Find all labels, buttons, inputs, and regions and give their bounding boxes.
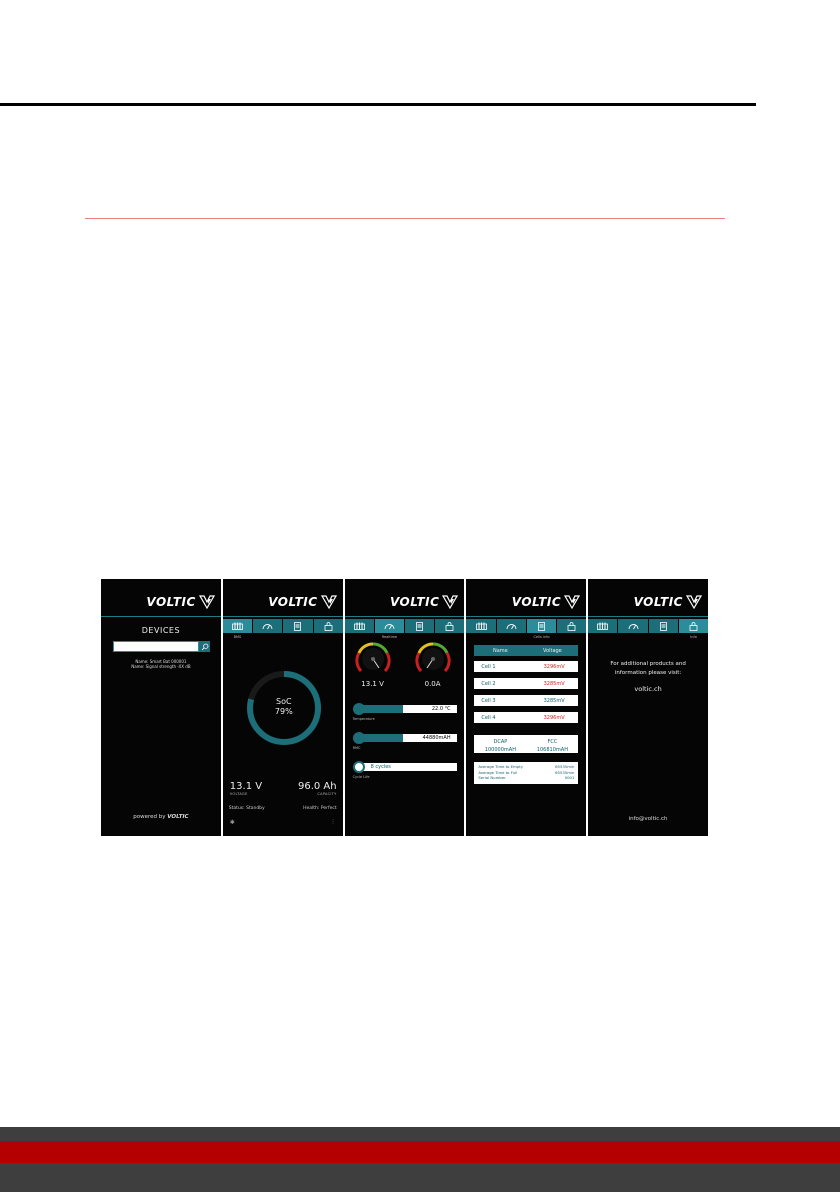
- tab-realtime-label: Realtime: [381, 635, 398, 639]
- rmc-value: 44880mAH: [422, 735, 451, 741]
- brand-logo: [146, 595, 214, 609]
- tab-bms[interactable]: [588, 619, 617, 633]
- cell-name: Cell 1: [481, 663, 496, 670]
- tab-bms[interactable]: [223, 619, 252, 639]
- rmc-fill: [359, 734, 403, 742]
- info-text: For additional products and information please visit:: [610, 661, 686, 676]
- footer-band-bottom: [0, 1163, 840, 1192]
- brand-wordmark: VOLTIC: [511, 595, 562, 609]
- gauge-icon: [506, 622, 517, 630]
- battery-cells-icon: [476, 622, 487, 630]
- more-icon[interactable]: ⋮: [330, 819, 336, 825]
- tab-realtime[interactable]: [375, 619, 404, 639]
- battery-cells-icon: [597, 622, 608, 630]
- tab-bar: [345, 619, 465, 639]
- voltage-label: VOLTAGE: [229, 792, 248, 796]
- status-line: [229, 806, 337, 811]
- header-name: Name: [493, 647, 508, 654]
- search-button[interactable]: [199, 641, 210, 652]
- cells-table-header: [474, 645, 578, 656]
- info-screen: [588, 579, 708, 836]
- status-text: Status: Standby: [228, 806, 265, 811]
- tab-realtime[interactable]: [253, 619, 282, 633]
- health-text: Health: Perfect: [303, 806, 337, 811]
- time-label: Average Time to Empty: [478, 764, 523, 769]
- powered-by: [101, 814, 221, 820]
- tab-info-label: Info: [690, 635, 697, 639]
- time-value: 65535min: [555, 764, 575, 769]
- soc-value: 79%: [274, 707, 293, 716]
- search-icon: [201, 643, 209, 651]
- voltage-stat: [230, 781, 262, 796]
- temperature-cap: [353, 703, 365, 715]
- dcap-label: DCAP: [493, 739, 508, 745]
- table-row: [474, 661, 578, 672]
- cell-name: Cell 3: [481, 697, 496, 704]
- soc-label: SoC: [276, 697, 292, 706]
- table-row: [474, 712, 578, 723]
- temperature-value: 22.0 °C: [431, 706, 451, 712]
- website-link[interactable]: voltic.ch: [634, 685, 662, 693]
- tab-bms[interactable]: [345, 619, 374, 633]
- capacity-label: CAPACITY: [317, 792, 337, 796]
- table-row: [474, 695, 578, 706]
- cell-voltage: 3285mV: [543, 697, 565, 704]
- brand-wordmark: VOLTIC: [146, 595, 196, 609]
- powered-by-text: powered by: [133, 814, 166, 820]
- battery-info-icon: [415, 622, 424, 631]
- voltic-v-icon: [199, 595, 215, 609]
- cell-voltage: 3296mV: [543, 714, 565, 721]
- header-divider: [588, 616, 708, 617]
- brand-wordmark: VOLTIC: [268, 595, 318, 609]
- current-gauge-value: 0.0A: [424, 680, 441, 688]
- cycles-cap: [353, 761, 365, 773]
- tab-bms[interactable]: [466, 619, 495, 633]
- shopping-bag-icon: [445, 622, 454, 631]
- tab-cells[interactable]: [527, 619, 556, 639]
- devices-screen: [101, 579, 221, 836]
- device-search-input[interactable]: [113, 641, 199, 652]
- capacity-box: [474, 735, 578, 753]
- app-screenshots: [101, 579, 708, 836]
- brand-logo: [390, 595, 458, 609]
- fcc-label: FCC: [547, 739, 558, 745]
- header-rule: [0, 103, 756, 106]
- voltic-v-icon: [686, 595, 702, 609]
- voltage-gauge-value: 13.1 V: [361, 680, 384, 688]
- tab-info[interactable]: [679, 619, 708, 639]
- footer-band-red: [0, 1141, 840, 1163]
- section-rule: [85, 218, 725, 219]
- cell-voltage: 3296mV: [543, 663, 565, 670]
- voltage-value: 13.1 V: [229, 781, 263, 792]
- tab-realtime[interactable]: [497, 619, 526, 633]
- rmc-cap: [353, 732, 365, 744]
- devices-title: DEVICES: [141, 626, 181, 635]
- voltic-v-icon: [442, 595, 458, 609]
- header-voltage: Voltage: [543, 647, 562, 654]
- brand-wordmark: VOLTIC: [633, 595, 683, 609]
- tab-cells[interactable]: [405, 619, 434, 633]
- tab-bar: [223, 619, 343, 639]
- rmc-bar: [353, 732, 457, 744]
- tab-cells[interactable]: [283, 619, 312, 633]
- time-row: [478, 775, 574, 781]
- cell-name: Cell 2: [481, 680, 496, 687]
- time-value: 65535min: [555, 769, 575, 775]
- cycles-bar: [353, 761, 457, 773]
- bluetooth-icon[interactable]: ✱: [229, 819, 235, 826]
- device-list-item[interactable]: [101, 659, 221, 669]
- time-label: Average Time to Full: [478, 769, 518, 775]
- table-row: [474, 678, 578, 689]
- overview-screen: [223, 579, 343, 836]
- time-value: 0001: [564, 775, 575, 780]
- header-divider: [223, 616, 343, 617]
- header-divider: [101, 616, 221, 617]
- cells-screen: [466, 579, 586, 836]
- header-divider: [345, 616, 465, 617]
- battery-info-icon: [537, 622, 546, 631]
- tab-cells-label: Cells info: [533, 635, 550, 639]
- shopping-bag-icon: [324, 622, 333, 631]
- device-signal: Name: Signal strength -XX dB: [131, 664, 191, 669]
- cell-name: Cell 4: [481, 714, 496, 721]
- footer-band-top: [0, 1127, 840, 1141]
- cycles-value: 8 cycles: [370, 764, 391, 770]
- battery-cells-icon: [354, 622, 365, 630]
- gauge-icon: [628, 622, 639, 630]
- dcap-value: 100000mAH: [484, 747, 516, 753]
- tab-bar: [588, 619, 708, 639]
- temperature-fill: [359, 705, 403, 713]
- voltic-v-icon: [564, 595, 580, 609]
- voltage-gauge: [355, 641, 391, 677]
- tab-bms-label: BMS: [233, 635, 242, 639]
- battery-info-icon: [659, 622, 668, 631]
- tab-cells[interactable]: [649, 619, 678, 633]
- temperature-caption: Temperature: [352, 717, 375, 721]
- shopping-bag-icon: [689, 622, 698, 631]
- tab-info[interactable]: [314, 619, 343, 633]
- realtime-screen: [345, 579, 465, 836]
- tab-realtime[interactable]: [618, 619, 647, 633]
- voltic-v-icon: [321, 595, 337, 609]
- gauge-icon: [262, 622, 273, 630]
- soc-readout: [245, 697, 323, 717]
- tab-info[interactable]: [435, 619, 464, 633]
- time-label: Serial Number: [478, 775, 506, 780]
- header-divider: [466, 616, 586, 617]
- current-gauge: [415, 641, 451, 677]
- tab-info[interactable]: [557, 619, 586, 633]
- device-name: Name: Smart Bat 000001: [135, 659, 187, 664]
- fcc-value: 106810mAH: [536, 747, 568, 753]
- shopping-bag-icon: [567, 622, 576, 631]
- gauge-icon: [384, 622, 395, 630]
- brand-logo: [512, 595, 580, 609]
- battery-info-icon: [293, 622, 302, 631]
- rmc-caption: RMC: [352, 746, 361, 750]
- capacity-value: 96.0 Ah: [297, 781, 337, 792]
- tab-bar: [466, 619, 586, 639]
- battery-cells-icon: [232, 622, 243, 630]
- cell-voltage: 3285mV: [543, 680, 565, 687]
- temperature-bar: [353, 703, 457, 715]
- powered-by-brand: VOLTIC: [167, 814, 189, 820]
- capacity-stat: [298, 781, 337, 796]
- email-link[interactable]: info@voltic.ch: [628, 816, 668, 822]
- brand-wordmark: VOLTIC: [389, 595, 440, 609]
- brand-logo: [634, 595, 702, 609]
- time-box: [474, 762, 578, 784]
- cycles-caption: Cycle Life: [352, 775, 370, 779]
- brand-logo: [268, 595, 336, 609]
